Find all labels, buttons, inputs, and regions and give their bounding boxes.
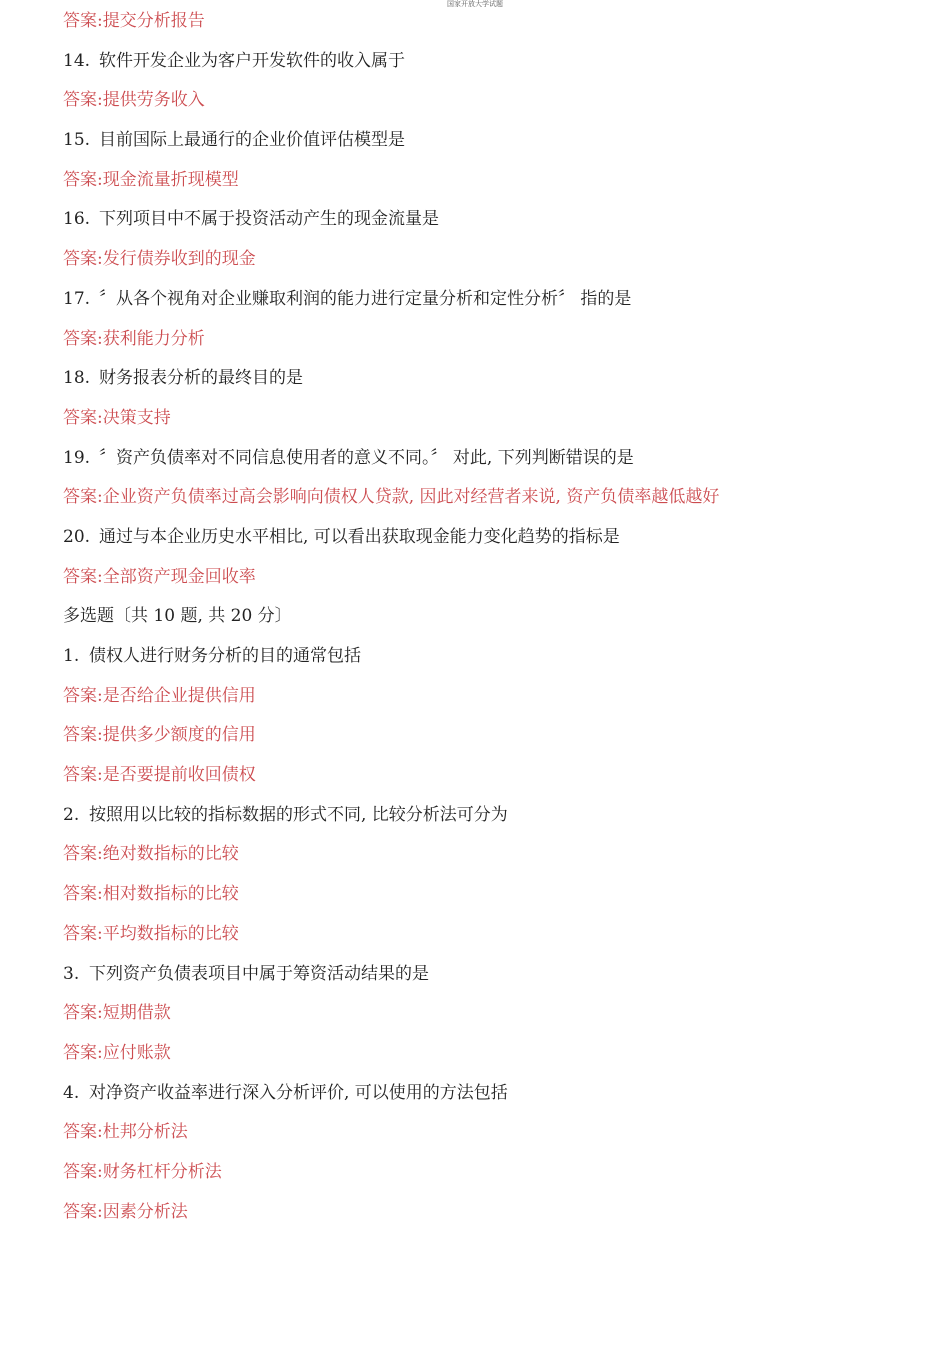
question-number: 20. (63, 526, 91, 547)
question-number: 16. (63, 209, 91, 230)
question-text: 按照用以比较的指标数据的形式不同, 比较分析法可分为 (89, 804, 508, 825)
question-text: 通过与本企业历史水平相比, 可以看出获取现金能力变化趋势的指标是 (99, 526, 620, 547)
section-heading: 多选题〔共 10 题, 共 20 分〕 (63, 606, 292, 627)
question-number: 4. (63, 1082, 80, 1103)
question-line (63, 955, 923, 995)
answer-line: 答案:财务杠杆分析法 (63, 1161, 222, 1182)
question-text: 软件开发企业为客户开发软件的收入属于 (99, 50, 405, 71)
question-number: 15. (63, 130, 91, 151)
question-text: 〞资产负债率对不同信息使用者的意义不同。〞 对此, 下列判断错误的是 (99, 447, 634, 468)
question-text: 债权人进行财务分析的目的通常包括 (89, 646, 361, 666)
question-line (63, 359, 923, 399)
question-line (63, 439, 923, 479)
answer-line: 答案:提交分析报告 (63, 11, 205, 31)
question-line (63, 42, 923, 82)
question-number: 17. (63, 288, 91, 309)
answer-line: 答案:是否要提前收回债权 (63, 765, 256, 786)
question-line (63, 280, 923, 320)
question-text: 财务报表分析的最终目的是 (99, 368, 303, 389)
question-line (63, 637, 923, 677)
answer-line: 答案:是否给企业提供信用 (63, 685, 256, 706)
question-number: 3. (63, 963, 80, 984)
question-line (63, 518, 923, 558)
question-number: 1. (63, 646, 80, 666)
question-number: 19. (63, 447, 91, 468)
question-line (63, 121, 923, 161)
answer-line: 答案:杜邦分析法 (63, 1122, 188, 1143)
answer-line: 答案:相对数指标的比较 (63, 884, 239, 905)
answer-line: 答案:发行债券收到的现金 (63, 249, 256, 270)
answer-line: 答案:应付账款 (63, 1042, 171, 1063)
answer-line: 答案:决策支持 (63, 407, 171, 428)
page-header-note: 国家开放大学试题 (447, 0, 503, 8)
question-line (63, 796, 923, 836)
answer-line: 答案:绝对数指标的比较 (63, 844, 239, 865)
answer-line: 答案:提供劳务收入 (63, 90, 205, 111)
answer-line: 答案:全部资产现金回收率 (63, 566, 256, 587)
question-number: 18. (63, 368, 91, 389)
question-number: 2. (63, 804, 80, 825)
question-text: 对净资产收益率进行深入分析评价, 可以使用的方法包括 (89, 1082, 508, 1103)
answer-line: 答案:平均数指标的比较 (63, 923, 239, 944)
question-line (63, 200, 923, 240)
answer-line: 答案:现金流量折现模型 (63, 169, 239, 190)
answer-line: 答案:获利能力分析 (63, 328, 205, 349)
question-line (63, 1074, 923, 1114)
answer-line: 答案:提供多少额度的信用 (63, 725, 256, 746)
question-text: 下列资产负债表项目中属于筹资活动结果的是 (89, 963, 429, 984)
question-number: 14. (63, 50, 91, 71)
answer-line: 答案:因素分析法 (63, 1201, 188, 1222)
answer-line: 答案:短期借款 (63, 1003, 171, 1024)
question-list (63, 2, 923, 1232)
question-text: 下列项目中不属于投资活动产生的现金流量是 (99, 209, 439, 230)
question-text: 目前国际上最通行的企业价值评估模型是 (99, 130, 405, 151)
answer-line: 答案:企业资产负债率过高会影响向债权人贷款, 因此对经营者来说, 资产负债率越低越好 (63, 487, 720, 508)
question-text: 〞从各个视角对企业赚取利润的能力进行定量分析和定性分析〞 指的是 (99, 288, 632, 309)
